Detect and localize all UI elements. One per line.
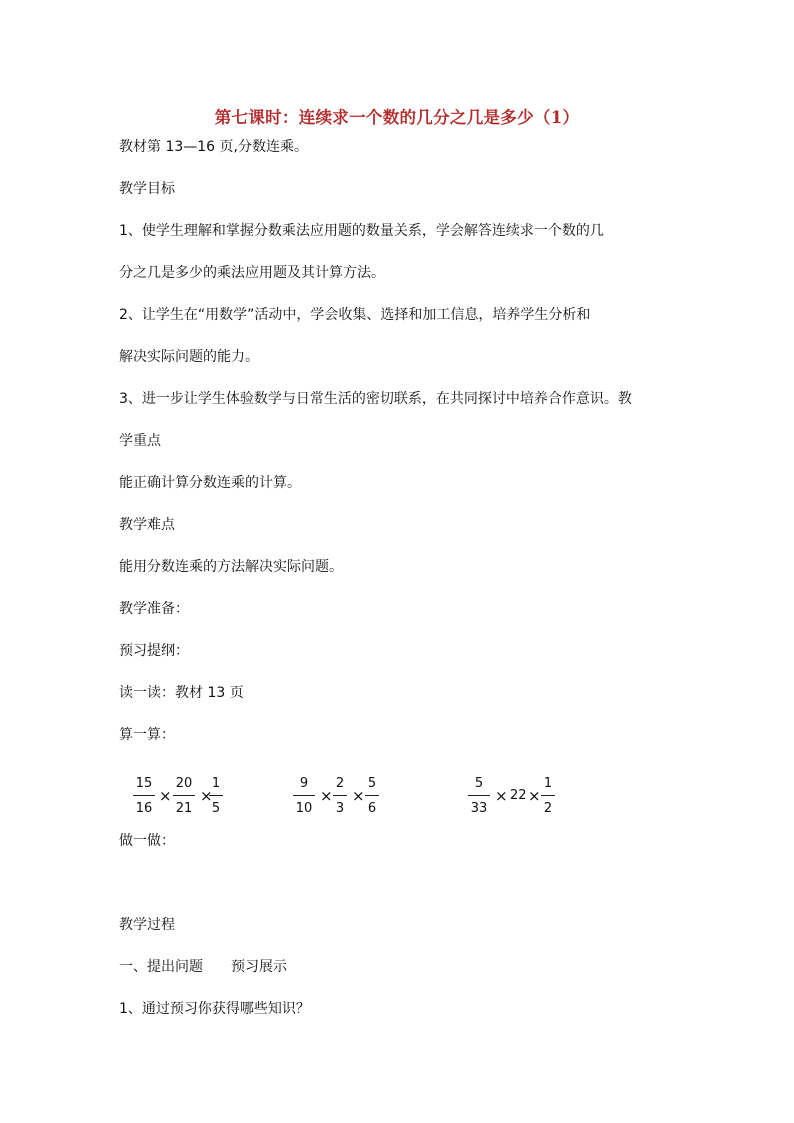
heading-objectives: 教学目标	[119, 181, 175, 197]
numerator: 1	[543, 776, 553, 791]
denominator: 6	[367, 801, 377, 816]
denominator: 10	[295, 801, 313, 816]
objective-1-line-1: 1、使学生理解和掌握分数乘法应用题的数量关系，学会解答连续求一个数的几	[119, 223, 604, 239]
read-item: 读一读：教材 13 页	[119, 685, 244, 701]
objective-1-line-2: 分之几是多少的乘法应用题及其计算方法。	[119, 265, 385, 281]
numerator: 9	[299, 776, 309, 791]
fraction-bar	[333, 795, 347, 796]
numerator: 5	[474, 776, 484, 791]
fraction-bar	[173, 795, 195, 796]
fraction	[132, 774, 156, 818]
denominator: 3	[335, 801, 345, 816]
numerator: 15	[135, 776, 153, 791]
heading-key-points: 学重点	[119, 433, 161, 449]
denominator: 2	[543, 801, 553, 816]
fraction	[292, 774, 316, 818]
numerator: 20	[175, 776, 193, 791]
objective-3-line-1: 3、进一步让学生体验数学与日常生活的密切联系，在共同探讨中培养合作意识。教	[119, 391, 632, 407]
heading-teaching-process: 教学过程	[119, 917, 175, 933]
times-sign: ×	[495, 787, 508, 805]
textbook-pages: 教材第 13—16 页,分数连乘。	[119, 139, 308, 155]
times-sign: ×	[352, 787, 365, 805]
objective-2-line-1: 2、让学生在“用数学”活动中，学会收集、选择和加工信息，培养学生分析和	[119, 307, 591, 323]
times-sign: ×	[200, 787, 213, 805]
section-1-heading: 一、提出问题 预习展示	[119, 959, 287, 975]
denominator: 5	[211, 801, 221, 816]
times-sign: ×	[528, 787, 541, 805]
question-1: 1、通过预习你获得哪些知识？	[119, 1001, 310, 1017]
try-it-item: 做一做：	[119, 833, 175, 849]
times-sign: ×	[159, 787, 172, 805]
difficulties-text: 能用分数连乘的方法解决实际问题。	[119, 559, 343, 575]
heading-difficulties: 教学难点	[119, 517, 175, 533]
lesson-title: 第七课时：连续求一个数的几分之几是多少（1）	[214, 108, 580, 127]
fraction	[208, 774, 224, 818]
fraction	[172, 774, 196, 818]
fraction	[332, 774, 348, 818]
key-points-text: 能正确计算分数连乘的计算。	[119, 475, 301, 491]
calculate-item: 算一算：	[119, 727, 175, 743]
denominator: 16	[135, 801, 153, 816]
fraction-bar	[293, 795, 315, 796]
denominator: 21	[175, 801, 193, 816]
numerator: 1	[211, 776, 221, 791]
fraction-bar	[209, 795, 223, 796]
heading-preparation: 教学准备：	[119, 601, 189, 617]
denominator: 33	[470, 801, 488, 816]
times-sign: ×	[320, 787, 333, 805]
numerator: 5	[367, 776, 377, 791]
fraction-bar	[365, 795, 379, 796]
numerator: 2	[335, 776, 345, 791]
fraction-bar	[133, 795, 155, 796]
fraction	[540, 774, 556, 818]
fraction-bar	[541, 795, 555, 796]
objective-2-line-2: 解决实际问题的能力。	[119, 349, 259, 365]
fraction	[364, 774, 380, 818]
whole-number: 22	[510, 788, 527, 803]
heading-preview-outline: 预习提纲：	[119, 643, 189, 659]
fraction	[467, 774, 491, 818]
fraction-bar	[468, 795, 490, 796]
